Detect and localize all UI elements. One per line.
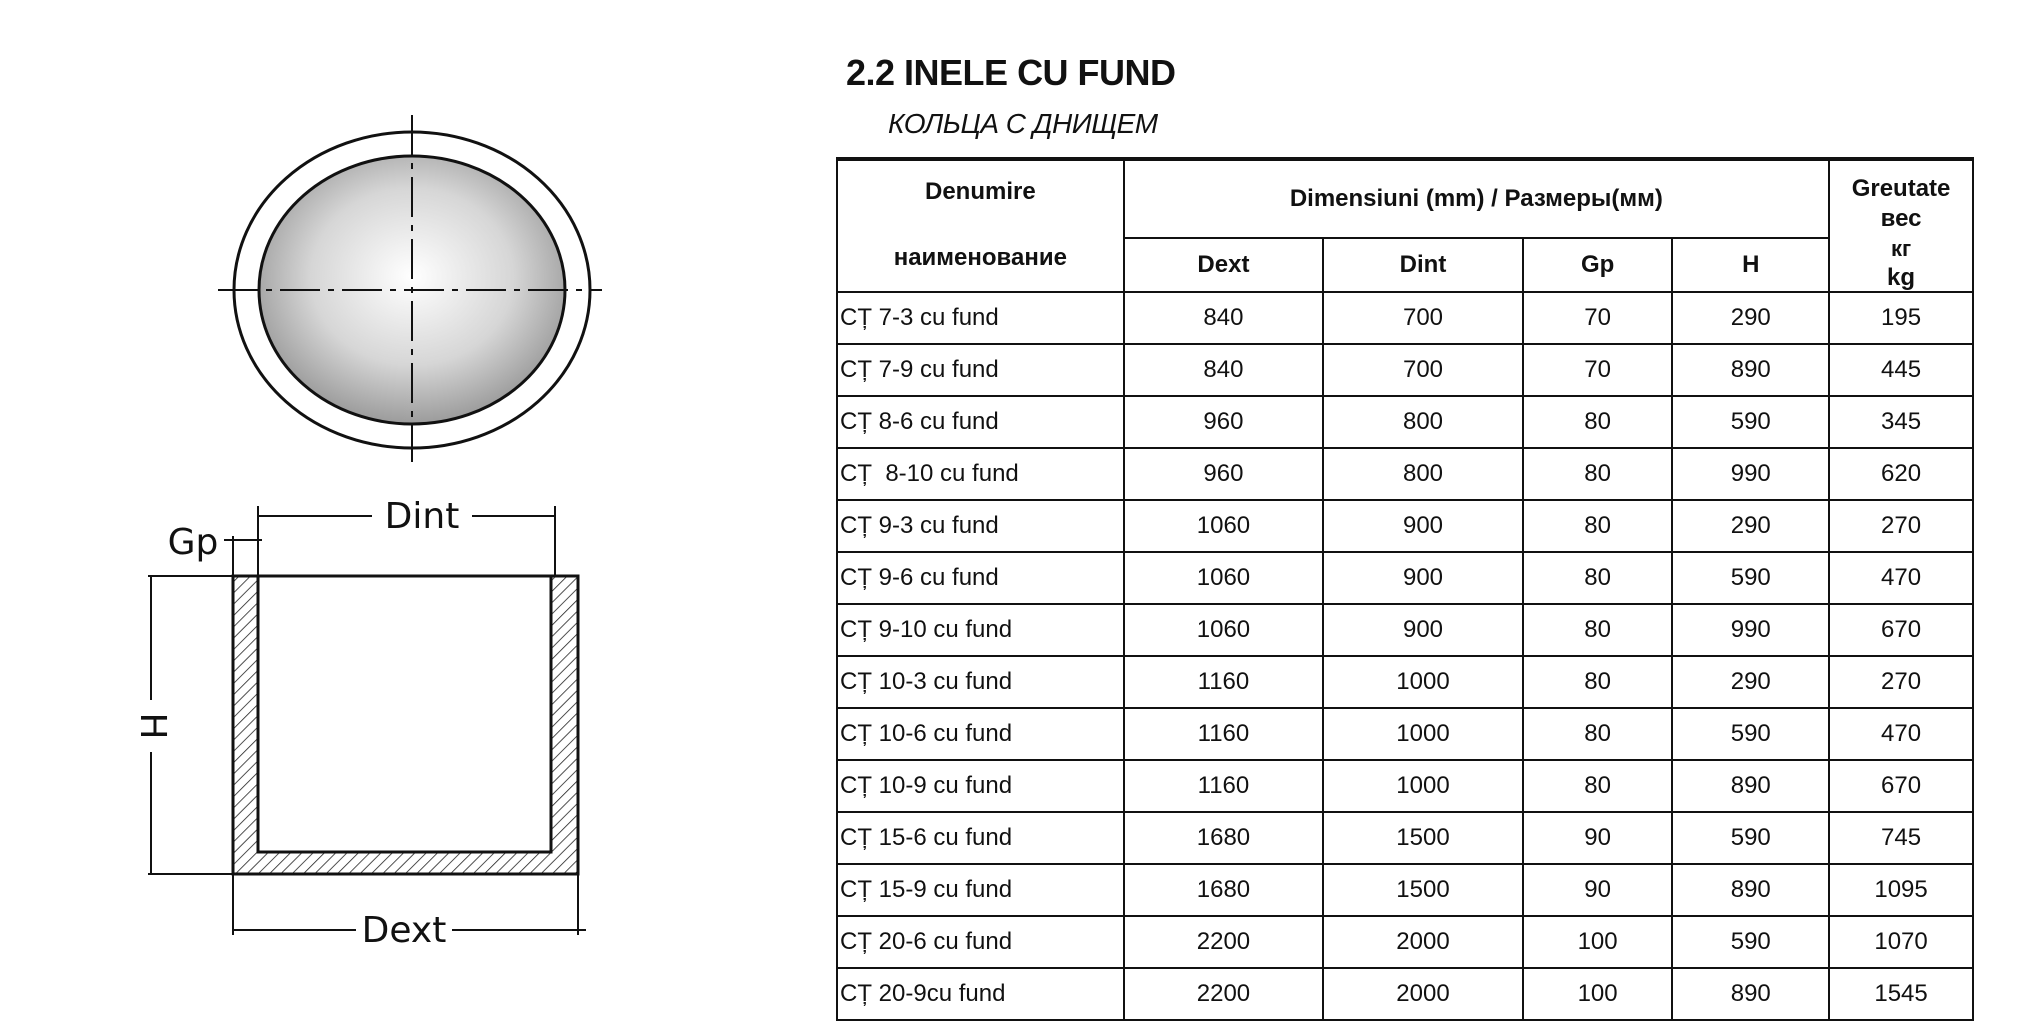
- cell-h: 990: [1672, 448, 1829, 500]
- cell-dint: 800: [1323, 448, 1523, 500]
- product-name: CȚ 9-6 cu fund: [840, 564, 999, 591]
- weight-header-bottom: kg: [1887, 264, 1916, 291]
- cell-gp: 90: [1523, 864, 1673, 916]
- table-row: [837, 812, 1973, 864]
- page-title: 2.2 INELE CU FUND: [846, 52, 1176, 93]
- cell-weight: 270: [1829, 500, 1973, 552]
- cell-h: 590: [1672, 916, 1829, 968]
- cell-dext: 1060: [1124, 500, 1324, 552]
- cell-gp: 70: [1523, 292, 1673, 344]
- cell-weight: 1545: [1829, 968, 1973, 1020]
- weight-header-cell: [1829, 159, 1973, 292]
- cell-name: [837, 344, 1124, 396]
- product-name: CȚ 10-9 cu fund: [840, 772, 1013, 799]
- cell-gp: 100: [1523, 968, 1673, 1020]
- table-row: [837, 292, 1973, 344]
- cell-dint: 1000: [1323, 708, 1523, 760]
- dint-label: Dint: [384, 496, 460, 537]
- name-header-ru: наименование: [893, 244, 1067, 271]
- page-subtitle: КОЛЬЦА С ДНИЩЕМ: [888, 108, 1158, 139]
- cell-gp: 80: [1523, 708, 1673, 760]
- cell-gp: 80: [1523, 500, 1673, 552]
- cell-dext: 1680: [1124, 864, 1324, 916]
- cell-name: [837, 864, 1124, 916]
- cell-gp: 80: [1523, 552, 1673, 604]
- col-gp: Gp: [1523, 238, 1673, 292]
- cell-name: [837, 552, 1124, 604]
- col-dext: Dext: [1124, 238, 1324, 292]
- table-row: [837, 968, 1973, 1020]
- cell-weight: 270: [1829, 656, 1973, 708]
- product-name: CȚ 20-9cu fund: [840, 980, 1006, 1007]
- product-name: CȚ 10-6 cu fund: [840, 720, 1013, 747]
- cell-name: [837, 916, 1124, 968]
- product-name: CȚ 8-10 cu fund: [840, 460, 1019, 487]
- product-name: CȚ 15-6 cu fund: [840, 824, 1013, 851]
- cell-gp: 80: [1523, 448, 1673, 500]
- weight-header-top: Greutate вес: [1851, 175, 1951, 232]
- cell-dext: 1160: [1124, 760, 1324, 812]
- product-name: CȚ 8-6 cu fund: [840, 408, 999, 435]
- product-name: CȚ 20-6 cu fund: [840, 928, 1013, 955]
- col-h: H: [1672, 238, 1829, 292]
- dimensions-header: Dimensiuni (mm) / Размеры(мм): [1124, 159, 1829, 238]
- cell-dint: 2000: [1323, 968, 1523, 1020]
- table-row: [837, 500, 1973, 552]
- table-row: [837, 552, 1973, 604]
- top-view: [218, 115, 602, 462]
- cell-dext: 1680: [1124, 812, 1324, 864]
- cell-dext: 1160: [1124, 656, 1324, 708]
- cell-weight: 620: [1829, 448, 1973, 500]
- cell-weight: 345: [1829, 396, 1973, 448]
- cell-dint: 1500: [1323, 864, 1523, 916]
- cell-gp: 80: [1523, 760, 1673, 812]
- cell-dint: 2000: [1323, 916, 1523, 968]
- cell-weight: 745: [1829, 812, 1973, 864]
- col-dint: Dint: [1323, 238, 1523, 292]
- cell-gp: 80: [1523, 604, 1673, 656]
- table-row: [837, 708, 1973, 760]
- cell-dint: 700: [1323, 344, 1523, 396]
- cell-dext: 960: [1124, 396, 1324, 448]
- cell-h: 890: [1672, 344, 1829, 396]
- cell-h: 590: [1672, 812, 1829, 864]
- cell-dint: 900: [1323, 500, 1523, 552]
- cell-name: [837, 396, 1124, 448]
- cell-h: 890: [1672, 968, 1829, 1020]
- cell-weight: 470: [1829, 552, 1973, 604]
- cell-name: [837, 656, 1124, 708]
- cell-gp: 80: [1523, 656, 1673, 708]
- cell-h: 290: [1672, 292, 1829, 344]
- table-row: [837, 604, 1973, 656]
- weight-header-mid: кг: [1890, 236, 1912, 261]
- cell-h: 590: [1672, 552, 1829, 604]
- cell-dext: 840: [1124, 292, 1324, 344]
- h-label: H: [132, 712, 173, 740]
- cell-name: [837, 448, 1124, 500]
- cell-dint: 900: [1323, 552, 1523, 604]
- product-name: CȚ 15-9 cu fund: [840, 876, 1013, 903]
- table-row: [837, 864, 1973, 916]
- product-name: CȚ 9-10 cu fund: [840, 616, 1013, 643]
- cell-name: [837, 500, 1124, 552]
- cell-name: [837, 812, 1124, 864]
- cell-name: [837, 968, 1124, 1020]
- table-row: [837, 916, 1973, 968]
- cell-dint: 1000: [1323, 760, 1523, 812]
- cell-dint: 1000: [1323, 656, 1523, 708]
- gp-label: Gp: [167, 522, 219, 563]
- cell-weight: 1070: [1829, 916, 1973, 968]
- cell-weight: 195: [1829, 292, 1973, 344]
- cell-dint: 900: [1323, 604, 1523, 656]
- cell-dext: 1160: [1124, 708, 1324, 760]
- name-header-ro: Denumire: [924, 178, 1036, 205]
- product-name: CȚ 7-3 cu fund: [840, 304, 999, 331]
- cell-gp: 100: [1523, 916, 1673, 968]
- cell-name: [837, 292, 1124, 344]
- name-header-cell: [837, 159, 1124, 292]
- cell-weight: 470: [1829, 708, 1973, 760]
- table-row: [837, 760, 1973, 812]
- spec-table: [836, 157, 1974, 1021]
- cell-dext: 1060: [1124, 552, 1324, 604]
- cell-gp: 90: [1523, 812, 1673, 864]
- dext-label: Dext: [361, 910, 447, 951]
- cell-h: 590: [1672, 396, 1829, 448]
- table-row: [837, 448, 1973, 500]
- cell-dext: 840: [1124, 344, 1324, 396]
- cell-h: 590: [1672, 708, 1829, 760]
- product-name: CȚ 7-9 cu fund: [840, 356, 999, 383]
- cell-dext: 1060: [1124, 604, 1324, 656]
- ring-drawing: [0, 0, 820, 1020]
- product-name: CȚ 10-3 cu fund: [840, 668, 1013, 695]
- table-row: [837, 396, 1973, 448]
- table-row: [837, 656, 1973, 708]
- cell-h: 890: [1672, 864, 1829, 916]
- cell-gp: 70: [1523, 344, 1673, 396]
- cell-dint: 700: [1323, 292, 1523, 344]
- cell-name: [837, 708, 1124, 760]
- cell-dext: 2200: [1124, 916, 1324, 968]
- cell-name: [837, 760, 1124, 812]
- cell-weight: 670: [1829, 604, 1973, 656]
- cell-weight: 1095: [1829, 864, 1973, 916]
- cell-h: 990: [1672, 604, 1829, 656]
- cell-dint: 800: [1323, 396, 1523, 448]
- table-row: [837, 344, 1973, 396]
- cell-name: [837, 604, 1124, 656]
- cell-gp: 80: [1523, 396, 1673, 448]
- cell-dint: 1500: [1323, 812, 1523, 864]
- cell-dext: 2200: [1124, 968, 1324, 1020]
- section-view: [233, 576, 578, 874]
- product-name: CȚ 9-3 cu fund: [840, 512, 999, 539]
- cell-dext: 960: [1124, 448, 1324, 500]
- cell-h: 290: [1672, 500, 1829, 552]
- cell-h: 890: [1672, 760, 1829, 812]
- cell-weight: 670: [1829, 760, 1973, 812]
- cell-weight: 445: [1829, 344, 1973, 396]
- cell-h: 290: [1672, 656, 1829, 708]
